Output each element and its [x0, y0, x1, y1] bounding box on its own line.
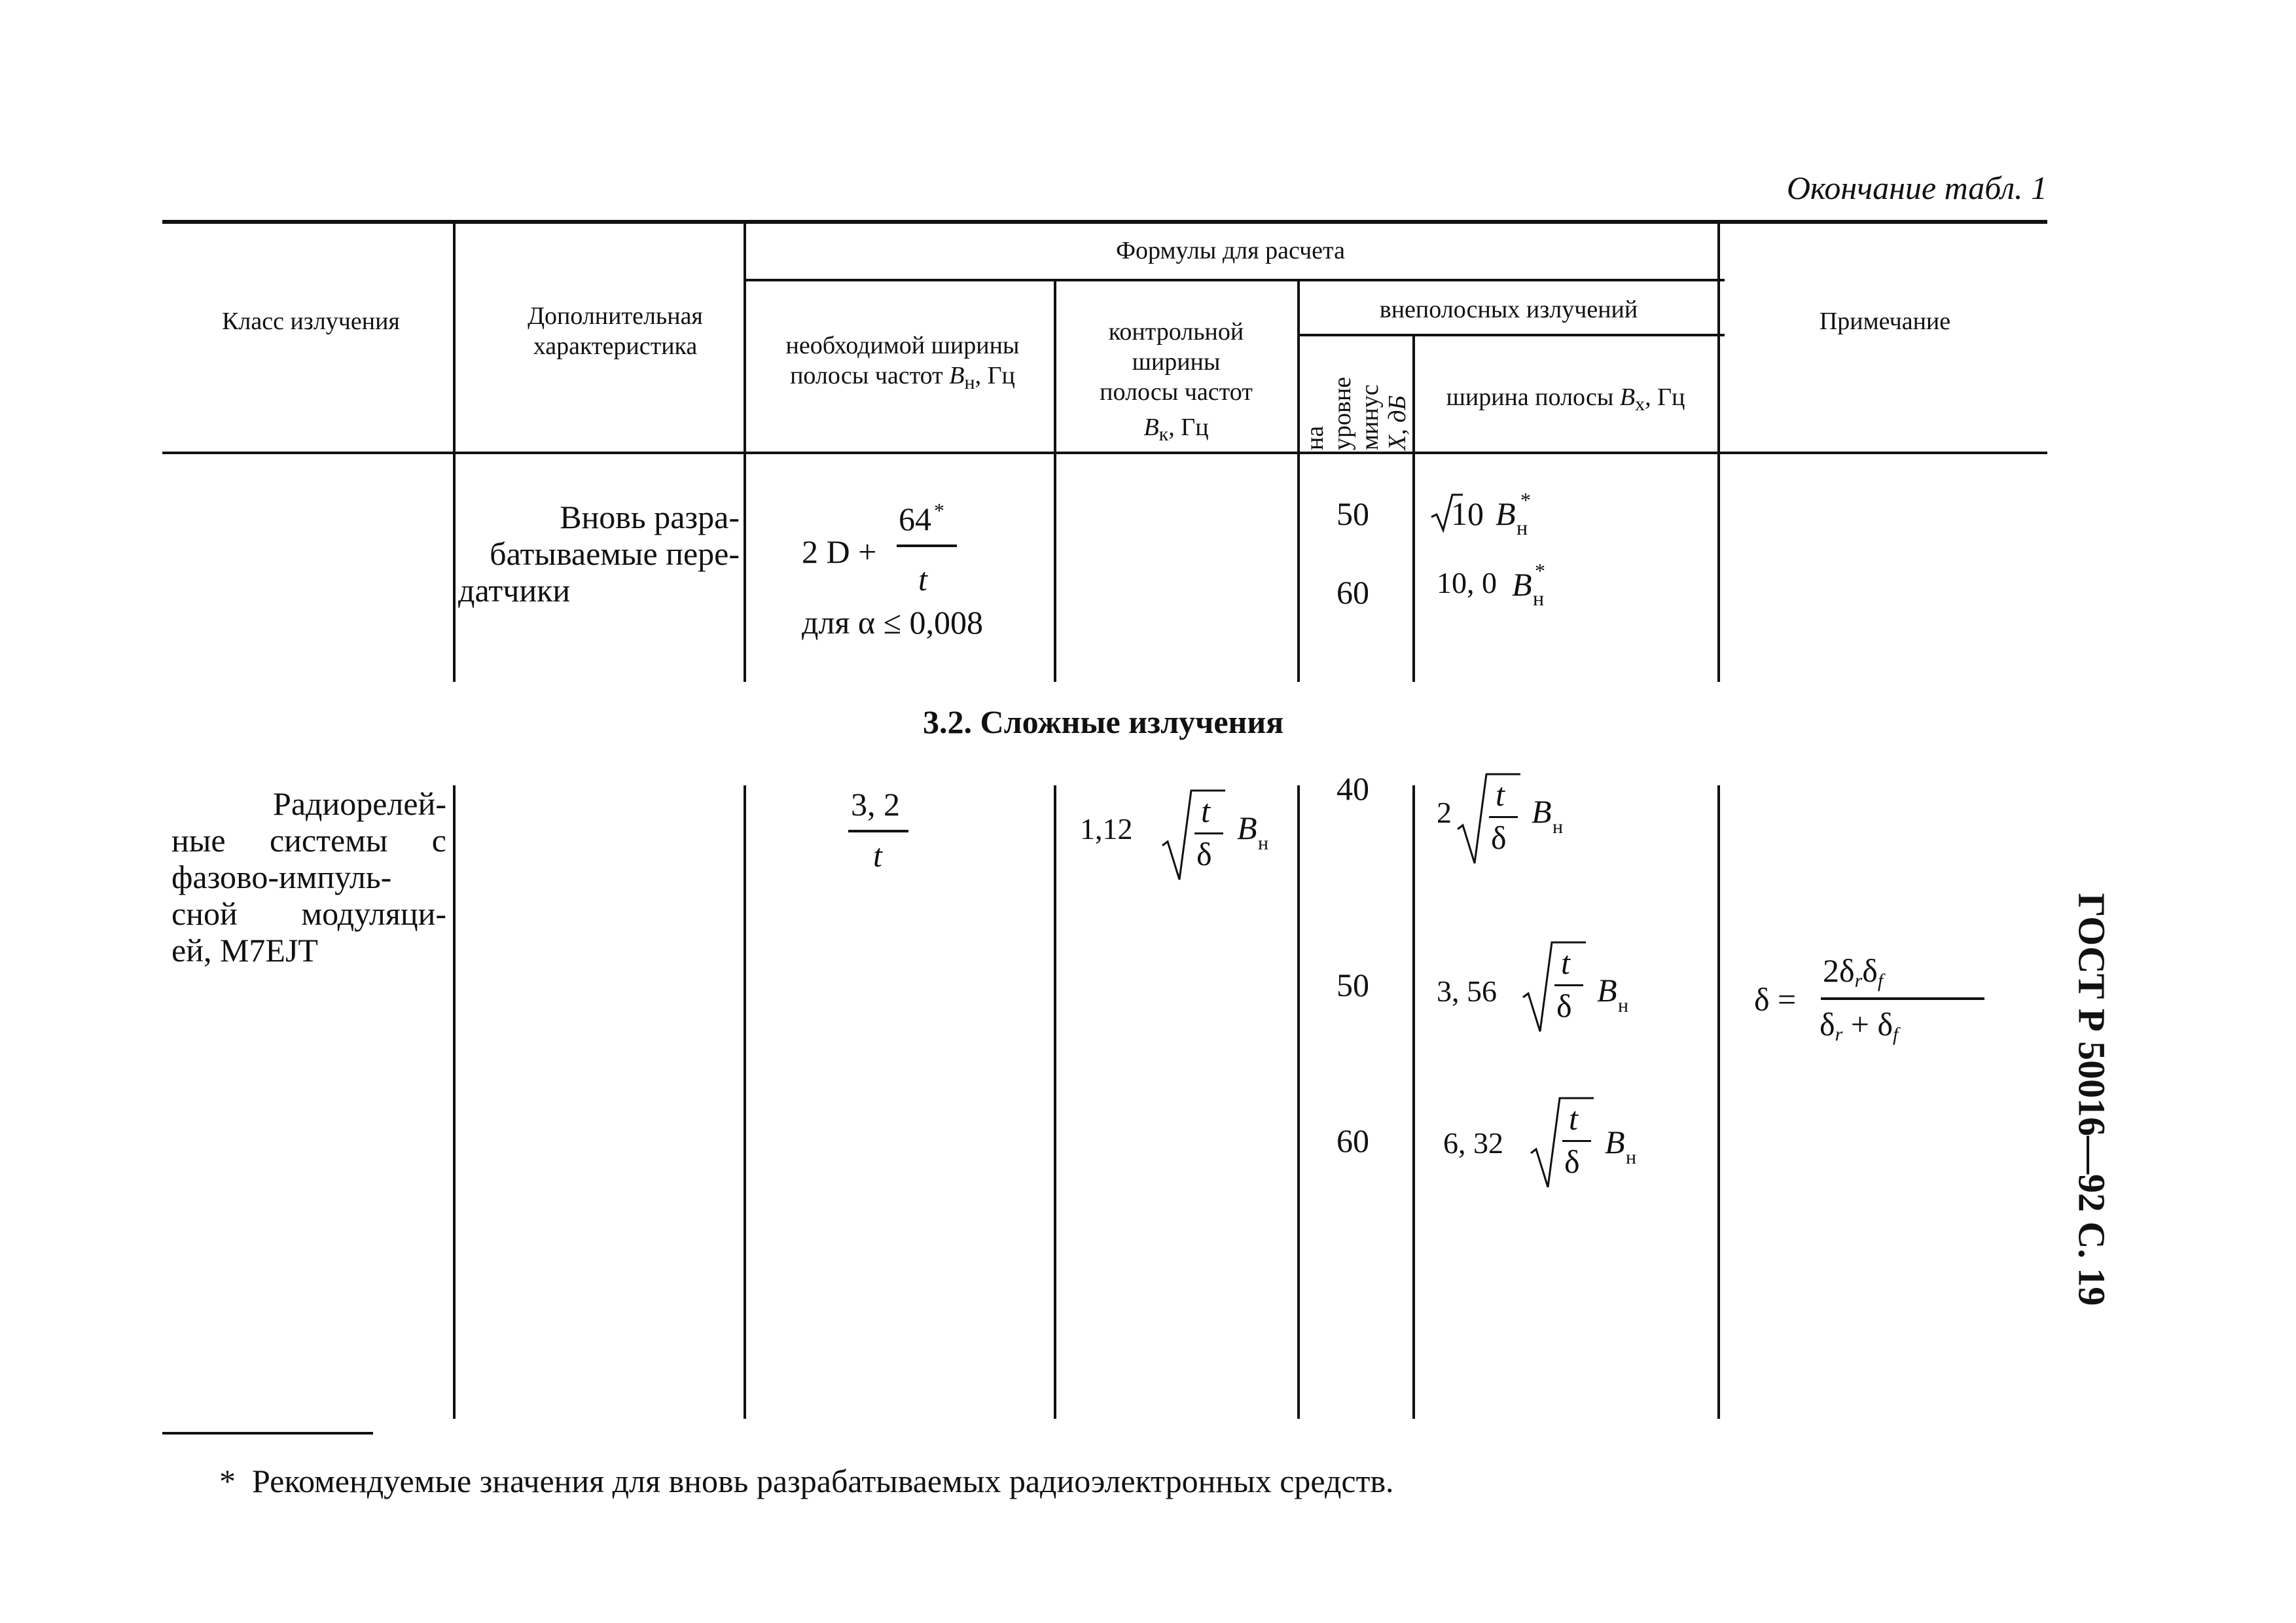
col-rule-2b [744, 785, 746, 1419]
header-additional: Дополнительная характеристика [528, 302, 703, 360]
col-rule-1b [453, 785, 456, 1419]
col-rule-4b [1297, 785, 1300, 1419]
table-top-rule [162, 220, 2047, 224]
col-rule-6 [1717, 223, 1720, 682]
header-necessary: необходимой ширины полосы частот $B_н$, Гц [785, 332, 1020, 393]
footnote-rule [162, 1432, 373, 1435]
section-title: 3.2. Сложные излучения [923, 704, 1284, 740]
col-rule-6b [1717, 785, 1720, 1419]
row1-level-50: 50 [1336, 495, 1369, 532]
row1-additional: Вновь разра- батываемые пере- датчики [458, 499, 740, 609]
header-class: Класс излучения [222, 308, 400, 335]
formulas-rule [746, 279, 1725, 281]
header-bandwidth: ширина полосы $B_x$, Гц [1446, 383, 1685, 415]
col-rule-5b [1412, 785, 1415, 1419]
row2-level-40: 40 [1336, 770, 1369, 807]
row2-level-60: 60 [1336, 1122, 1369, 1159]
header-control: контрольной ширины полосы частот $B_к$, Гц [1100, 318, 1253, 445]
row1-condition: для α ≤ 0,008 [802, 604, 984, 641]
continuation-caption: Окончание табл. 1 [1786, 169, 2047, 206]
col-rule-2 [744, 223, 746, 682]
col-rule-1 [453, 223, 456, 682]
row2-class: Радиорелей- ные системы с фазово-импуль- сной модуляци- ей, M7EJT [171, 785, 446, 969]
header-bottom-rule [162, 452, 2047, 454]
col-rule-4 [1297, 280, 1300, 682]
header-level: на уровне минус X, дБ [1301, 376, 1411, 450]
row1-level-60: 60 [1336, 574, 1369, 611]
side-page-label: ГОСТ Р 50016—92 С. 19 [2070, 893, 2113, 1306]
footnote: * Рекомендуемые значения для вновь разрабатываемых радиоэлектронных средств. [219, 1463, 1394, 1499]
header-out-of-band: внеполосных излучений [1379, 296, 1638, 323]
header-formulas: Формулы для расчета [1116, 237, 1345, 264]
header-note: Примечание [1819, 308, 1951, 335]
col-rule-3b [1054, 785, 1056, 1419]
row2-level-50: 50 [1336, 967, 1369, 1003]
